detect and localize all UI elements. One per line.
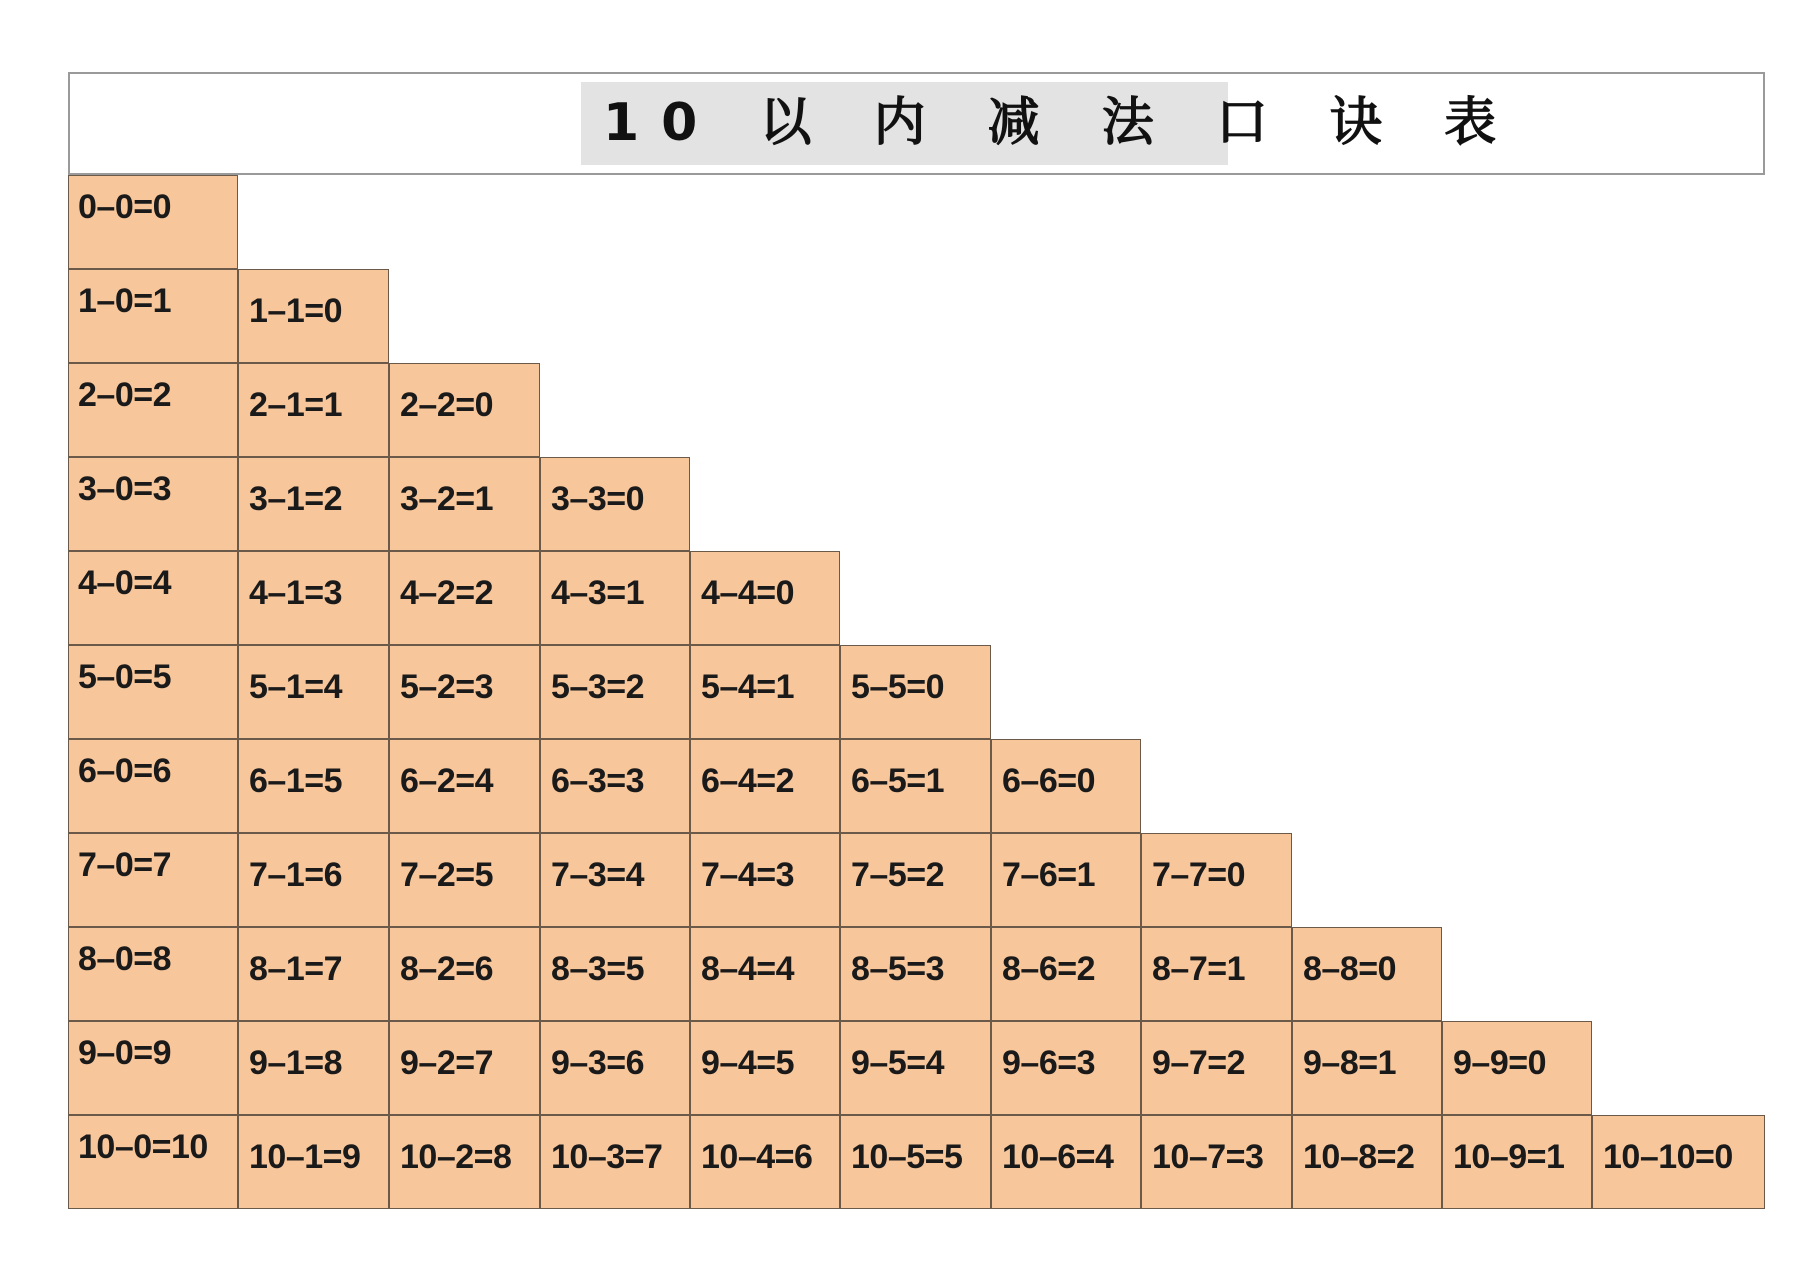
equation-text: 10–2=8 [400, 1138, 512, 1176]
equation-text: 6–5=1 [851, 762, 944, 800]
table-cell [68, 363, 238, 457]
table-cell [690, 833, 840, 927]
table-cell [690, 1115, 840, 1209]
equation-text: 9–3=6 [551, 1044, 644, 1082]
table-cell [68, 645, 238, 739]
table-cell [1292, 1115, 1442, 1209]
equation-text: 2–0=2 [78, 376, 171, 414]
table-cell [68, 1021, 238, 1115]
table-cell [68, 739, 238, 833]
equation-text: 5–1=4 [249, 668, 342, 706]
table-cell [991, 739, 1141, 833]
table-cell [991, 1115, 1141, 1209]
table-cell [540, 833, 690, 927]
equation-text: 9–4=5 [701, 1044, 794, 1082]
equation-text: 5–4=1 [701, 668, 794, 706]
equation-text: 4–2=2 [400, 574, 493, 612]
table-cell [840, 833, 991, 927]
equation-text: 6–6=0 [1002, 762, 1095, 800]
title-box [68, 72, 1765, 175]
equation-text: 10–10=0 [1603, 1138, 1733, 1176]
table-cell [389, 363, 540, 457]
table-cell [389, 1021, 540, 1115]
equation-text: 7–2=5 [400, 856, 493, 894]
equation-text: 8–1=7 [249, 950, 342, 988]
equation-text: 10–9=1 [1453, 1138, 1565, 1176]
table-cell [840, 1115, 991, 1209]
table-cell [238, 927, 389, 1021]
equation-text: 1–1=0 [249, 292, 342, 330]
table-cell [238, 551, 389, 645]
table-cell [238, 645, 389, 739]
table-cell [238, 1021, 389, 1115]
equation-text: 6–1=5 [249, 762, 342, 800]
equation-text: 5–3=2 [551, 668, 644, 706]
equation-text: 8–0=8 [78, 940, 171, 978]
table-cell [68, 269, 238, 363]
equation-text: 7–0=7 [78, 846, 171, 884]
table-cell [68, 1115, 238, 1209]
table-cell [840, 1021, 991, 1115]
table-cell [991, 833, 1141, 927]
equation-text: 10–5=5 [851, 1138, 963, 1176]
equation-text: 10–8=2 [1303, 1138, 1415, 1176]
table-cell [690, 1021, 840, 1115]
table-cell [389, 457, 540, 551]
table-cell [1292, 927, 1442, 1021]
equation-text: 4–4=0 [701, 574, 794, 612]
table-cell [1141, 833, 1292, 927]
table-cell [540, 1115, 690, 1209]
table-cell [68, 833, 238, 927]
equation-text: 3–3=0 [551, 480, 644, 518]
table-cell [690, 645, 840, 739]
equation-text: 9–0=9 [78, 1034, 171, 1072]
table-cell [690, 739, 840, 833]
equation-text: 3–1=2 [249, 480, 342, 518]
table-cell [1141, 1115, 1292, 1209]
equation-text: 8–6=2 [1002, 950, 1095, 988]
equation-text: 8–7=1 [1152, 950, 1245, 988]
equation-text: 10–4=6 [701, 1138, 813, 1176]
equation-text: 9–2=7 [400, 1044, 493, 1082]
table-cell [840, 645, 991, 739]
table-cell [540, 551, 690, 645]
table-cell [991, 1021, 1141, 1115]
equation-text: 8–2=6 [400, 950, 493, 988]
equation-text: 6–4=2 [701, 762, 794, 800]
table-cell [68, 175, 238, 269]
table-cell [68, 457, 238, 551]
table-cell [991, 927, 1141, 1021]
equation-text: 0–0=0 [78, 188, 171, 226]
table-cell [68, 927, 238, 1021]
table-cell [238, 457, 389, 551]
table-cell [389, 739, 540, 833]
table-cell [238, 739, 389, 833]
table-cell [238, 833, 389, 927]
equation-text: 9–7=2 [1152, 1044, 1245, 1082]
equation-text: 6–3=3 [551, 762, 644, 800]
page-title: 10 以 内 减 法 口 诀 表 [603, 93, 1519, 153]
table-cell [1141, 927, 1292, 1021]
equation-text: 10–0=10 [78, 1128, 208, 1166]
table-cell [540, 1021, 690, 1115]
equation-text: 7–7=0 [1152, 856, 1245, 894]
table-cell [1292, 1021, 1442, 1115]
equation-text: 7–3=4 [551, 856, 644, 894]
table-cell [389, 1115, 540, 1209]
equation-text: 7–1=6 [249, 856, 342, 894]
equation-text: 10–7=3 [1152, 1138, 1264, 1176]
equation-text: 4–1=3 [249, 574, 342, 612]
equation-text: 1–0=1 [78, 282, 171, 320]
table-cell [1141, 1021, 1292, 1115]
equation-text: 2–2=0 [400, 386, 493, 424]
equation-text: 8–8=0 [1303, 950, 1396, 988]
equation-text: 4–0=4 [78, 564, 171, 602]
table-cell [690, 551, 840, 645]
table-cell [540, 645, 690, 739]
equation-text: 9–8=1 [1303, 1044, 1396, 1082]
table-cell [540, 457, 690, 551]
table-cell [540, 927, 690, 1021]
table-cell [840, 927, 991, 1021]
table-cell [68, 551, 238, 645]
equation-text: 3–2=1 [400, 480, 493, 518]
equation-text: 4–3=1 [551, 574, 644, 612]
equation-text: 5–0=5 [78, 658, 171, 696]
equation-text: 8–4=4 [701, 950, 794, 988]
equation-text: 10–1=9 [249, 1138, 361, 1176]
equation-text: 7–6=1 [1002, 856, 1095, 894]
table-cell [389, 645, 540, 739]
equation-text: 2–1=1 [249, 386, 342, 424]
equation-text: 10–3=7 [551, 1138, 663, 1176]
table-cell [1442, 1021, 1592, 1115]
equation-text: 8–3=5 [551, 950, 644, 988]
equation-text: 9–9=0 [1453, 1044, 1546, 1082]
equation-text: 8–5=3 [851, 950, 944, 988]
equation-text: 10–6=4 [1002, 1138, 1114, 1176]
table-cell [389, 927, 540, 1021]
equation-text: 7–5=2 [851, 856, 944, 894]
table-cell [389, 833, 540, 927]
table-cell [540, 739, 690, 833]
equation-text: 9–5=4 [851, 1044, 944, 1082]
table-cell [1442, 1115, 1592, 1209]
table-cell [238, 1115, 389, 1209]
table-cell [238, 363, 389, 457]
table-cell [840, 739, 991, 833]
equation-text: 6–2=4 [400, 762, 493, 800]
equation-text: 3–0=3 [78, 470, 171, 508]
equation-text: 9–1=8 [249, 1044, 342, 1082]
table-cell [690, 927, 840, 1021]
equation-text: 9–6=3 [1002, 1044, 1095, 1082]
equation-text: 5–5=0 [851, 668, 944, 706]
equation-text: 5–2=3 [400, 668, 493, 706]
table-cell [1592, 1115, 1765, 1209]
table-cell [389, 551, 540, 645]
equation-text: 6–0=6 [78, 752, 171, 790]
table-cell [238, 269, 389, 363]
equation-text: 7–4=3 [701, 856, 794, 894]
